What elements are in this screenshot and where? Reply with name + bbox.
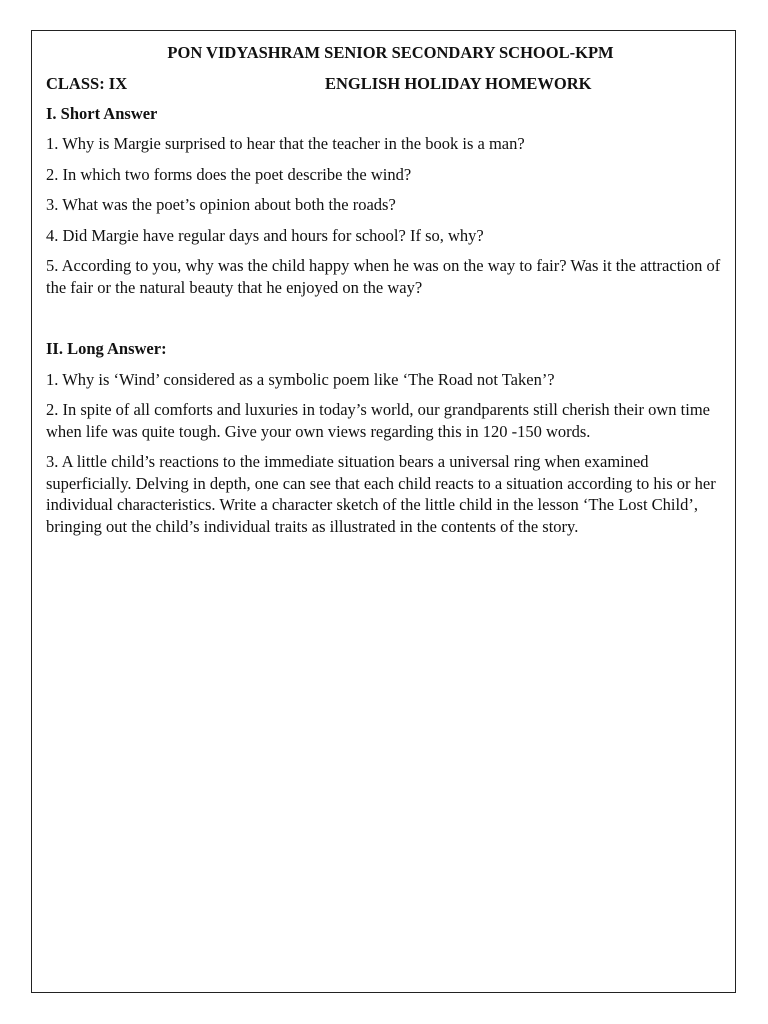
class-label: CLASS: IX xyxy=(46,73,128,93)
section-spacer xyxy=(46,307,721,338)
short-question-2: 2. In which two forms does the poet describe the wind? xyxy=(46,164,412,184)
short-question-4: 4. Did Margie have regular days and hours for school? If so, why? xyxy=(46,225,484,245)
long-question-1: 1. Why is ‘Wind’ considered as a symbolic poem like ‘The Road not Taken’? xyxy=(46,369,555,389)
homework-title: ENGLISH HOLIDAY HOMEWORK xyxy=(325,73,592,93)
short-question-5: 5. According to you, why was the child happy when he was on the way to fair? Was it the attraction of the fair or the natural beauty that he enjoyed on the way? xyxy=(46,256,721,297)
school-title: PON VIDYASHRAM SENIOR SECONDARY SCHOOL-KPM xyxy=(167,43,614,62)
long-question-2: 2. In spite of all comforts and luxuries in today’s world, our grandparents still cherish their own time when life was quite tough. Give your own views regarding this in 120 -150 words. xyxy=(46,400,710,441)
long-answer-heading: II. Long Answer: xyxy=(46,339,167,358)
class-line xyxy=(46,73,721,95)
long-question-3: 3. A little child’s reactions to the immediate situation bears a universal ring when examined superficially. Delving in depth, one can see that each child reacts to a situation according to his or her individual characteristics. Write a character sketch of the little child in the lesson ‘The Lost Child’, bringing out the child’s individual traits as illustrated in the contents of the story. xyxy=(46,452,716,536)
worksheet-content xyxy=(46,42,721,546)
short-question-3: 3. What was the poet’s opinion about both the roads? xyxy=(46,195,396,214)
short-answer-heading: I. Short Answer xyxy=(46,103,158,123)
short-question-1: 1. Why is Margie surprised to hear that the teacher in the book is a man? xyxy=(46,134,525,153)
